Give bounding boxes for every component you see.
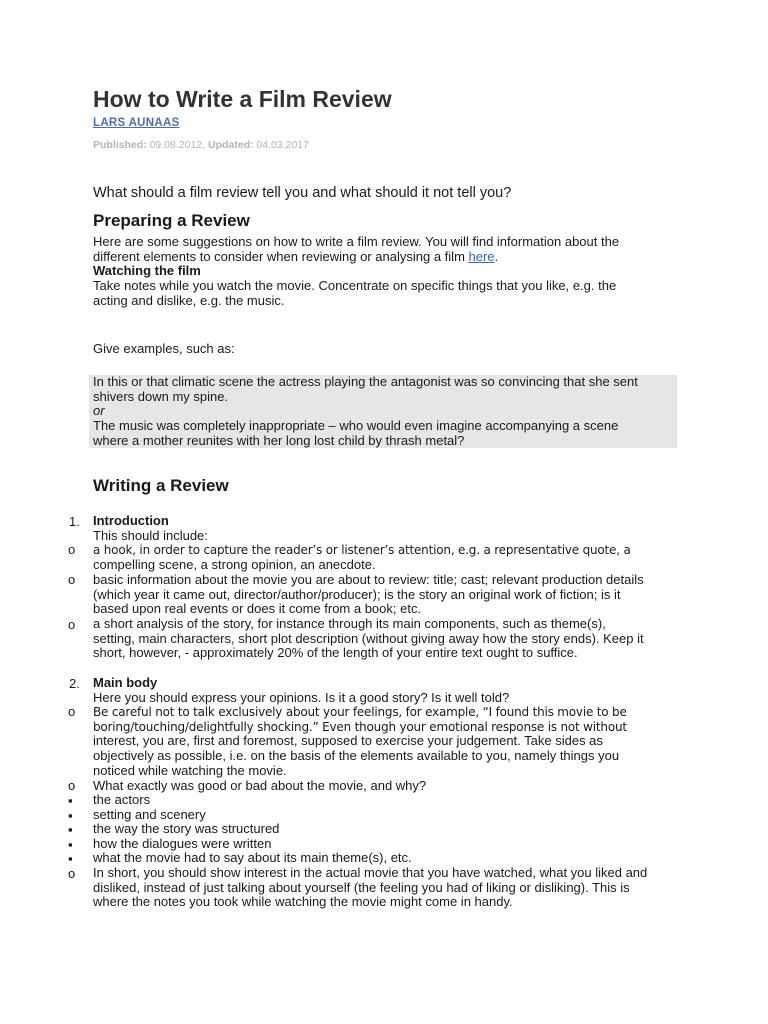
- main-body-section: [93, 676, 693, 705]
- list-item: [93, 617, 693, 661]
- example-line: In this or that climatic scene the actress playing the antagonist was so convincing that she sent: [93, 374, 638, 389]
- list-item-line: objectively as possible, i.e. on the basis of the elements available to you, namely things you: [93, 748, 620, 764]
- example-line: The music was completely inappropriate – who would even imagine accompanying a scene: [93, 418, 619, 434]
- bullet-circle-icon: o: [68, 572, 76, 587]
- updated-label: Updated:: [208, 139, 254, 151]
- list-item: What exactly was good or bad about the movie, and why?: [93, 778, 427, 793]
- publication-dates: Published: 09.08.2012, Updated: 04.03.2017: [93, 139, 309, 151]
- or-text: or: [93, 403, 105, 419]
- sub-list-item: the actors: [93, 792, 151, 807]
- list-item-line: setting, main characters, short plot description (without giving away how the story ends). Keep it: [93, 630, 644, 646]
- example-line: shivers down my spine.: [93, 388, 229, 404]
- list-item-line: basic information about the movie you are about to review: title; cast; relevant production details: [93, 572, 644, 587]
- intro-text: different elements to consider when reviewing or analysing a film: [93, 248, 469, 264]
- bullet-circle-icon: o: [68, 704, 76, 719]
- bullet-circle-icon: o: [68, 866, 76, 881]
- here-link[interactable]: here: [468, 248, 495, 264]
- list-item-line: disliked, instead of just talking about yourself (the feeling you had of liking or disliking). This is: [93, 879, 630, 895]
- intro-period: .: [494, 248, 499, 264]
- list-item-line: interest, you are, first and foremost, supposed to exercise your judgement. Take sides as: [93, 733, 603, 749]
- article-title: How to Write a Film Review: [93, 86, 392, 112]
- preparing-intro: [93, 235, 693, 309]
- notes-line: Take notes while you watch the movie. Concentrate on specific things that you like, e.g. the: [93, 278, 617, 294]
- list-item-line: boring/touching/delightfully shocking.” Even though your emotional response is not without: [93, 719, 627, 734]
- author-link[interactable]: LARS AUNAAS: [93, 117, 180, 129]
- bullet-circle-icon: o: [68, 617, 76, 632]
- lead-question: What should a film review tell you and what should it not tell you?: [93, 185, 512, 201]
- watching-subheading: Watching the film: [93, 263, 201, 279]
- list-item: [93, 573, 693, 617]
- notes-line: acting and dislike, e.g. the music.: [93, 292, 285, 308]
- preparing-heading: Preparing a Review: [93, 211, 250, 230]
- published-label: Published:: [93, 139, 147, 151]
- sub-list-item: the way the story was structured: [93, 821, 280, 836]
- list-item: [93, 866, 693, 910]
- list-item-line: short, however, - approximately 20% of the length of your entire text ought to suffice.: [93, 645, 578, 661]
- introduction-lead: This should include:: [93, 527, 208, 543]
- updated-date: 04.03.2017: [256, 139, 309, 151]
- sub-list-item: what the movie had to say about its main theme(s), etc.: [93, 850, 412, 865]
- main-body-lead: Here you should express your opinions. Is it a good story? Is it well told?: [93, 689, 510, 705]
- list-item-line: compelling scene, a strong opinion, an anecdote.: [93, 556, 376, 572]
- list-item-line: In short, you should show interest in the actual movie that you have watched, what you liked and: [93, 865, 648, 880]
- sub-list-item: setting and scenery: [93, 807, 206, 822]
- example-line: where a mother reunites with her long lost child by thrash metal?: [93, 432, 465, 448]
- list-item-line: where the notes you took while watching the movie might come in handy.: [93, 894, 513, 910]
- intro-line: [93, 250, 693, 265]
- examples-intro: Give examples, such as:: [93, 341, 235, 356]
- intro-line: Here are some suggestions on how to write a film review. You will find information about the: [93, 234, 620, 249]
- bullet-circle-icon: o: [68, 778, 76, 793]
- sub-list-item: how the dialogues were written: [93, 836, 272, 851]
- list-number: 2.: [69, 676, 80, 691]
- example-quotes: [93, 375, 693, 449]
- bullet-square-icon: ▪: [68, 793, 73, 808]
- list-item-line: a short analysis of the story, for instance through its main components, such as theme(s),: [93, 616, 606, 631]
- introduction-title: Introduction: [93, 513, 169, 528]
- bullet-square-icon: ▪: [68, 822, 73, 837]
- bullet-square-icon: ▪: [68, 851, 73, 866]
- list-item-line: noticed while watching the movie.: [93, 762, 287, 778]
- list-item-line: (which year it came out, director/author/producer); is the story an original work of fiction; is it: [93, 586, 621, 602]
- introduction-section: [93, 514, 693, 543]
- published-date: 09.08.2012: [149, 139, 203, 151]
- list-item-line: a hook, in order to capture the reader’s or listener’s attention, e.g. a representative quote, a: [93, 543, 631, 557]
- bullet-square-icon: ▪: [68, 837, 73, 852]
- list-item: [93, 705, 693, 779]
- list-number: 1.: [69, 514, 80, 529]
- list-item-line: Be careful not to talk exclusively about your feelings, for example, “I found this movie to be: [93, 705, 627, 719]
- main-body-title: Main body: [93, 675, 158, 690]
- bullet-circle-icon: o: [68, 542, 76, 557]
- bullet-square-icon: ▪: [68, 808, 73, 823]
- list-item-line: based upon real events or does it come from a book; etc.: [93, 601, 422, 617]
- list-item: [93, 543, 693, 572]
- writing-heading: Writing a Review: [93, 476, 229, 495]
